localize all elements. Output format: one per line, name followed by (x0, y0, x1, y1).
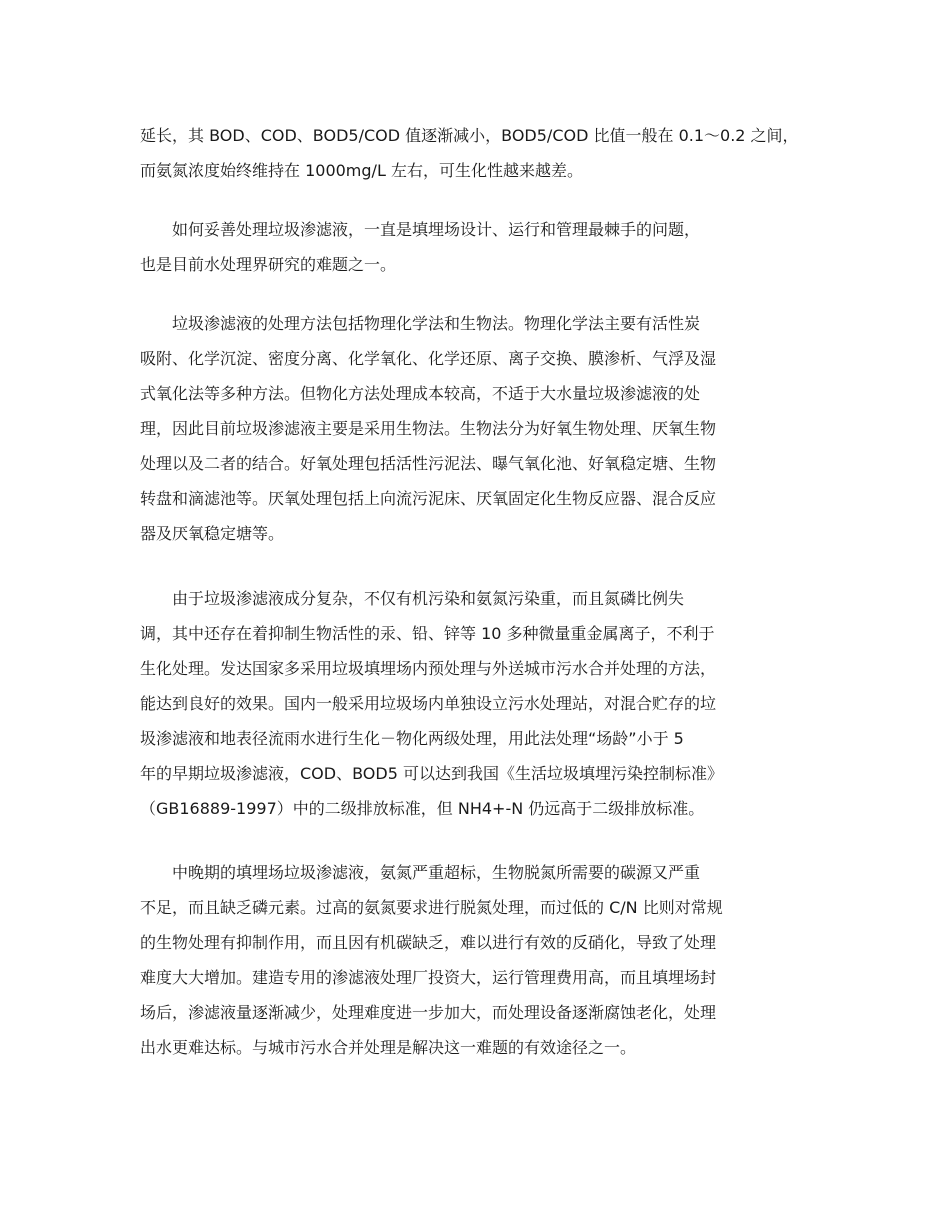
text-line: 不足，而且缺乏磷元素。过高的氨氮要求进行脱氮处理，而过低的 C/N 比则对常规 (140, 898, 723, 917)
text-line: 如何妥善处理垃圾渗滤液，一直是填埋场设计、运行和管理最棘手的问题， (140, 220, 701, 239)
paragraph-2 (140, 212, 820, 282)
paragraph-4 (140, 581, 820, 826)
text-line: 延长，其 BOD、COD、BOD5/COD 值逐渐减小，BOD5/COD 比值一般在 0.1～0.2 之间， (140, 126, 799, 145)
text-line: 由于垃圾渗滤液成分复杂，不仅有机污染和氨氮污染重，而且氮磷比例失 (140, 589, 685, 608)
text-line: 也是目前水处理界研究的难题之一。 (140, 255, 397, 274)
text-line: 生化处理。发达国家多采用垃圾填埋场内预处理与外送城市污水合并处理的方法， (140, 659, 717, 678)
paragraph-3 (140, 306, 820, 551)
text-line: 能达到良好的效果。国内一般采用垃圾场内单独设立污水处理站，对混合贮存的垃 (140, 694, 717, 713)
text-line: 出水更难达标。与城市污水合并处理是解决这一难题的有效途径之一。 (140, 1038, 637, 1057)
text-line: 中晚期的填埋场垃圾渗滤液，氨氮严重超标，生物脱氮所需要的碳源又严重 (140, 863, 701, 882)
text-line: 的生物处理有抑制作用，而且因有机碳缺乏，难以进行有效的反硝化，导致了处理 (140, 933, 717, 952)
paragraph-5 (140, 855, 820, 1065)
text-line: 调，其中还存在着抑制生物活性的汞、铅、锌等 10 多种微量重金属离子，不利于 (140, 624, 715, 643)
text-line: 器及厌氧稳定塘等。 (140, 524, 285, 543)
text-line: 吸附、化学沉淀、密度分离、化学氧化、化学还原、离子交换、膜渗析、气浮及湿 (140, 349, 717, 368)
text-line: （GB16889-1997）中的二级排放标准，但 NH4+-N 仍远高于二级排放标准。 (140, 799, 705, 818)
text-line: 难度大大增加。建造专用的渗滤液处理厂投资大，运行管理费用高，而且填埋场封 (140, 968, 717, 987)
text-line: 理，因此目前垃圾渗滤液主要是采用生物法。生物法分为好氧生物处理、厌氧生物 (140, 419, 717, 438)
text-line: 场后，渗滤液量逐渐减少，处理难度进一步加大，而处理设备逐渐腐蚀老化，处理 (140, 1003, 717, 1022)
text-line: 转盘和滴滤池等。厌氧处理包括上向流污泥床、厌氧固定化生物反应器、混合反应 (140, 489, 717, 508)
text-line: 圾渗滤液和地表径流雨水进行生化－物化两级处理，用此法处理“场龄”小于 5 (140, 729, 684, 748)
text-line: 式氧化法等多种方法。但物化方法处理成本较高，不适于大水量垃圾渗滤液的处 (140, 384, 701, 403)
paragraph-1 (140, 118, 820, 188)
text-line: 处理以及二者的结合。好氧处理包括活性污泥法、曝气氧化池、好氧稳定塘、生物 (140, 454, 717, 473)
text-line: 垃圾渗滤液的处理方法包括物理化学法和生物法。物理化学法主要有活性炭 (140, 314, 701, 333)
text-line: 年的早期垃圾渗滤液，COD、BOD5 可以达到我国《生活垃圾填埋污染控制标准》 (140, 764, 723, 783)
text-line: 而氨氮浓度始终维持在 1000mg/L 左右，可生化性越来越差。 (140, 161, 583, 180)
